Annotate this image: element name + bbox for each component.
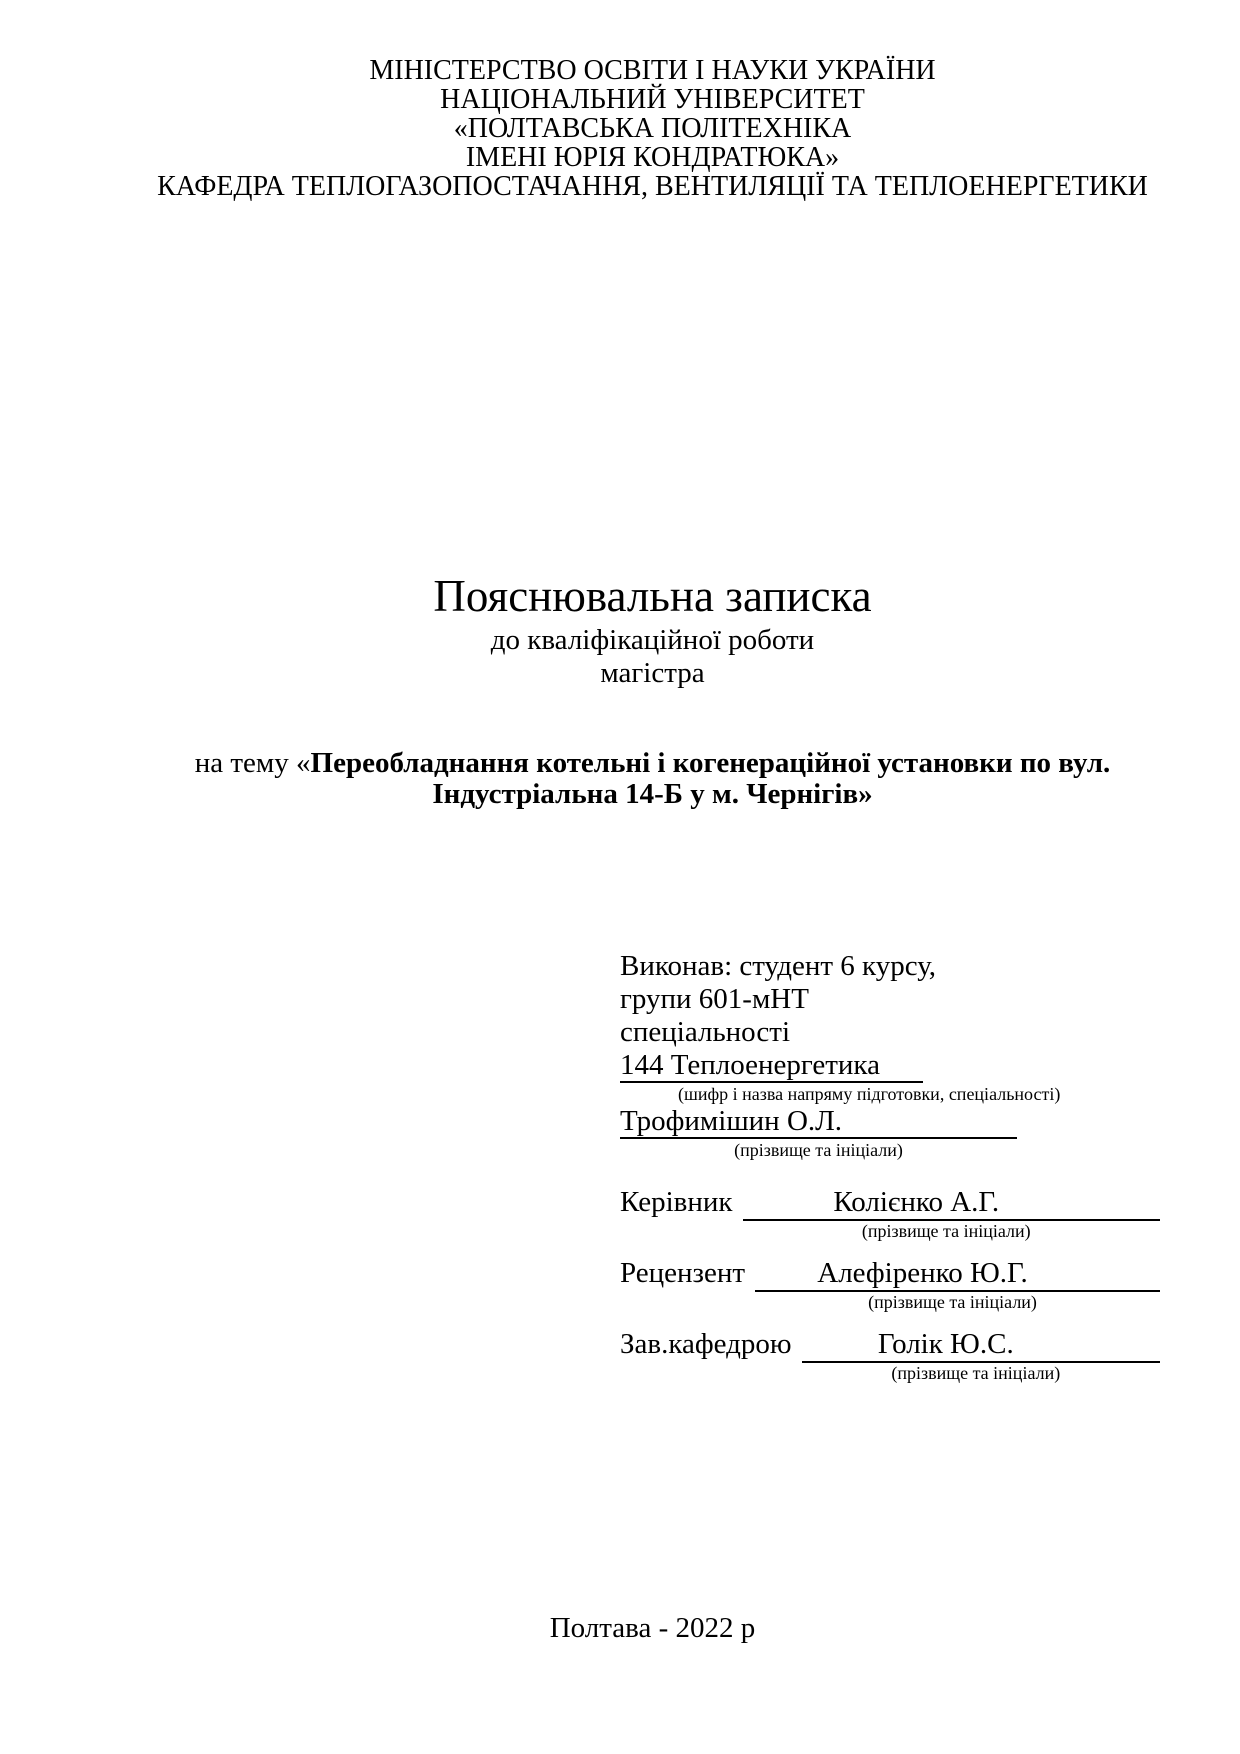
student-name-caption: (прізвище та ініціали) [734,1140,903,1160]
executor-line-1: Виконав: студент 6 курсу, [620,950,937,982]
department-head-caption: (прізвище та ініціали) [891,1363,1061,1383]
specialty-value-underlined: 144 Теплоенергетика [620,1050,923,1083]
department-head-role-label: Зав.кафедрою [620,1328,792,1360]
document-title: Пояснювальна записка [433,571,872,621]
theme-title-part-1: Переобладнання котельні і когенераційної установки по вул. [310,747,1111,779]
city-year-line: Полтава - 2022 р [549,1612,756,1644]
university-line-1: НАЦІОНАЛЬНИЙ УНІВЕРСИТЕТ [440,84,865,115]
theme-prefix: на тему « [194,747,311,779]
document-subtitle [150,624,1155,690]
specialty-caption: (шифр і назва напряму підготовки, спеціальності) [678,1084,1061,1104]
university-line-2: «ПОЛТАВСЬКА ПОЛІТЕХНІКА [453,113,852,144]
ministry-line: МІНІСТЕРСТВО ОСВІТИ І НАУКИ УКРАЇНИ [369,55,936,86]
theme-line-2: Індустріальна 14-Б у м. Чернігів» [432,778,873,810]
executor-line-2: групи 601-мНТ [620,983,809,1015]
reviewer-caption: (прізвище та ініціали) [868,1292,1037,1312]
institution-header [150,56,1155,201]
specialty-row [620,1049,1060,1083]
executor-line-3: спеціальності [620,1016,791,1048]
signature-row-supervisor [620,1186,1160,1254]
supervisor-name-underlined: Колієнко А.Г. [743,1186,1161,1221]
theme-line-1 [150,748,1155,779]
subtitle-line-2: магістра [600,657,705,689]
supervisor-caption: (прізвище та ініціали) [861,1221,1031,1241]
subtitle-line-1: до кваліфікаційної роботи [490,624,815,656]
university-line-3: ІМЕНІ ЮРІЯ КОНДРАТЮКА» [465,142,840,173]
signature-row-department-head [620,1328,1160,1396]
student-name-underlined: Трофимішин О.Л. [620,1106,1017,1139]
supervisor-role-label: Керівник [620,1186,733,1218]
signatures-block [620,1186,1160,1399]
thesis-theme [150,748,1155,810]
signature-row-reviewer [620,1257,1160,1325]
reviewer-name-underlined: Алефіренко Ю.Г. [755,1257,1160,1292]
reviewer-role-label: Рецензент [620,1257,746,1289]
department-head-name-underlined: Голік Ю.С. [802,1328,1160,1363]
department-line: КАФЕДРА ТЕПЛОГАЗОПОСТАЧАННЯ, ВЕНТИЛЯЦІЇ ТА ТЕПЛОЕНЕРГЕТИКИ [157,171,1148,202]
student-name-row [620,1105,1060,1139]
executor-block [620,950,1060,1161]
